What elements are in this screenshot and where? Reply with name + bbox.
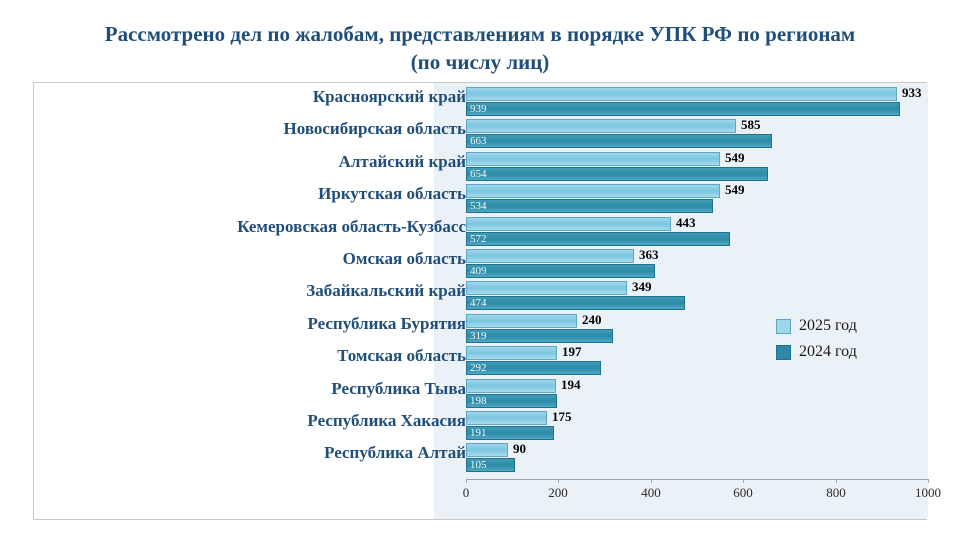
row-bars	[466, 408, 928, 443]
bar-2024	[466, 329, 613, 343]
bar-2024	[466, 264, 655, 278]
bar-value-2025: 194	[561, 376, 581, 392]
category-label: Томская область	[337, 346, 466, 366]
category-label: Омская область	[342, 248, 466, 268]
bar-value-2024: 534	[470, 200, 487, 213]
x-axis-tick	[743, 479, 744, 483]
page-title-line-2: (по числу лиц)	[410, 50, 550, 74]
chart-row	[34, 149, 928, 184]
bar-value-2024: 663	[470, 135, 487, 148]
bar-2024	[466, 167, 768, 181]
bar-2025	[466, 314, 577, 328]
row-bars	[466, 184, 928, 216]
row-bars	[466, 443, 928, 475]
bar-value-2024: 939	[470, 103, 487, 115]
page-title	[0, 20, 960, 76]
x-axis-tick-label: 0	[462, 485, 470, 500]
bar-value-2024: 474	[470, 297, 487, 310]
x-axis-tick-label: 600	[733, 485, 753, 500]
chart-legend	[776, 317, 906, 369]
bar-2025	[466, 411, 547, 425]
bar-2024	[466, 102, 900, 116]
bar-2025	[466, 217, 671, 231]
category-label: Республика Бурятия	[307, 313, 466, 333]
legend-swatch-2025	[776, 319, 791, 334]
x-axis-tick-label: 800	[826, 485, 846, 500]
x-axis-tick	[558, 479, 559, 483]
category-label: Алтайский край	[338, 151, 466, 171]
chart-row	[34, 408, 928, 443]
legend-label-2024: 2024 год	[799, 343, 857, 360]
x-axis-tick-label: 1000	[915, 485, 941, 500]
chart-row	[34, 246, 928, 281]
bar-value-2024: 105	[470, 459, 487, 472]
bar-value-2024: 654	[470, 167, 487, 180]
chart-container	[33, 82, 941, 520]
bar-2025	[466, 119, 736, 133]
page-title-line-1: Рассмотрено дел по жалобам, представлениям в порядке УПК РФ по регионам	[104, 22, 856, 46]
bar-value-2024: 409	[470, 264, 487, 277]
bar-2025	[466, 379, 556, 393]
bar-2025	[466, 346, 557, 360]
row-bars	[466, 119, 928, 151]
bar-2025	[466, 443, 508, 457]
bar-2025	[466, 184, 720, 198]
bar-value-2025: 933	[902, 85, 922, 100]
bar-value-2025: 175	[552, 408, 572, 424]
chart-row	[34, 281, 928, 313]
bar-value-2025: 549	[725, 182, 745, 198]
x-axis-tick-label: 200	[548, 485, 568, 500]
category-label: Кемеровская область-Кузбасс	[237, 216, 466, 236]
legend-item-2025	[776, 317, 906, 335]
legend-swatch-2024	[776, 345, 791, 360]
bar-2025	[466, 87, 897, 101]
bar-value-2025: 363	[639, 246, 659, 262]
legend-item-2024	[776, 343, 906, 361]
category-label: Республика Хакасия	[307, 410, 466, 430]
bar-value-2025: 549	[725, 149, 745, 165]
x-axis-tick	[836, 479, 837, 483]
bar-rows	[34, 87, 928, 476]
bar-2024	[466, 199, 713, 213]
category-label: Республика Тыва	[331, 378, 466, 398]
bar-value-2024: 319	[470, 329, 487, 342]
category-label: Красноярский край	[312, 87, 466, 106]
chart-row	[34, 184, 928, 216]
x-axis-tick-label: 400	[641, 485, 661, 500]
bar-value-2025: 585	[741, 117, 761, 133]
bar-2025	[466, 249, 634, 263]
row-bars	[466, 149, 928, 184]
bar-value-2024: 572	[470, 232, 487, 245]
bar-value-2024: 191	[470, 426, 487, 439]
x-axis-tick	[466, 479, 467, 483]
x-axis-tick	[928, 479, 929, 483]
x-axis	[462, 479, 941, 519]
chart-row	[34, 214, 928, 249]
category-label: Забайкальский край	[306, 281, 466, 301]
category-label: Республика Алтай	[324, 443, 466, 463]
row-bars	[466, 246, 928, 281]
bar-2024	[466, 296, 685, 310]
legend-label-2025: 2025 год	[799, 317, 857, 334]
row-bars	[466, 376, 928, 411]
bar-value-2025: 197	[562, 344, 582, 360]
row-bars	[466, 281, 928, 313]
bar-value-2025: 240	[582, 311, 602, 327]
row-bars	[466, 214, 928, 249]
bar-value-2025: 90	[513, 441, 526, 457]
chart-row	[34, 119, 928, 151]
category-label: Новосибирская область	[283, 119, 466, 139]
bar-value-2024: 292	[470, 362, 487, 375]
chart-row	[34, 376, 928, 411]
bar-value-2024: 198	[470, 394, 487, 407]
chart-row	[34, 87, 928, 119]
x-axis-line	[466, 479, 928, 480]
bar-2024	[466, 232, 730, 246]
row-bars	[466, 87, 928, 119]
category-label: Иркутская область	[318, 184, 466, 204]
chart-row	[34, 443, 928, 475]
bar-2024	[466, 134, 772, 148]
bar-value-2025: 443	[676, 214, 696, 230]
bar-2025	[466, 152, 720, 166]
bar-2025	[466, 281, 627, 295]
bar-value-2025: 349	[632, 279, 652, 295]
x-axis-tick	[651, 479, 652, 483]
